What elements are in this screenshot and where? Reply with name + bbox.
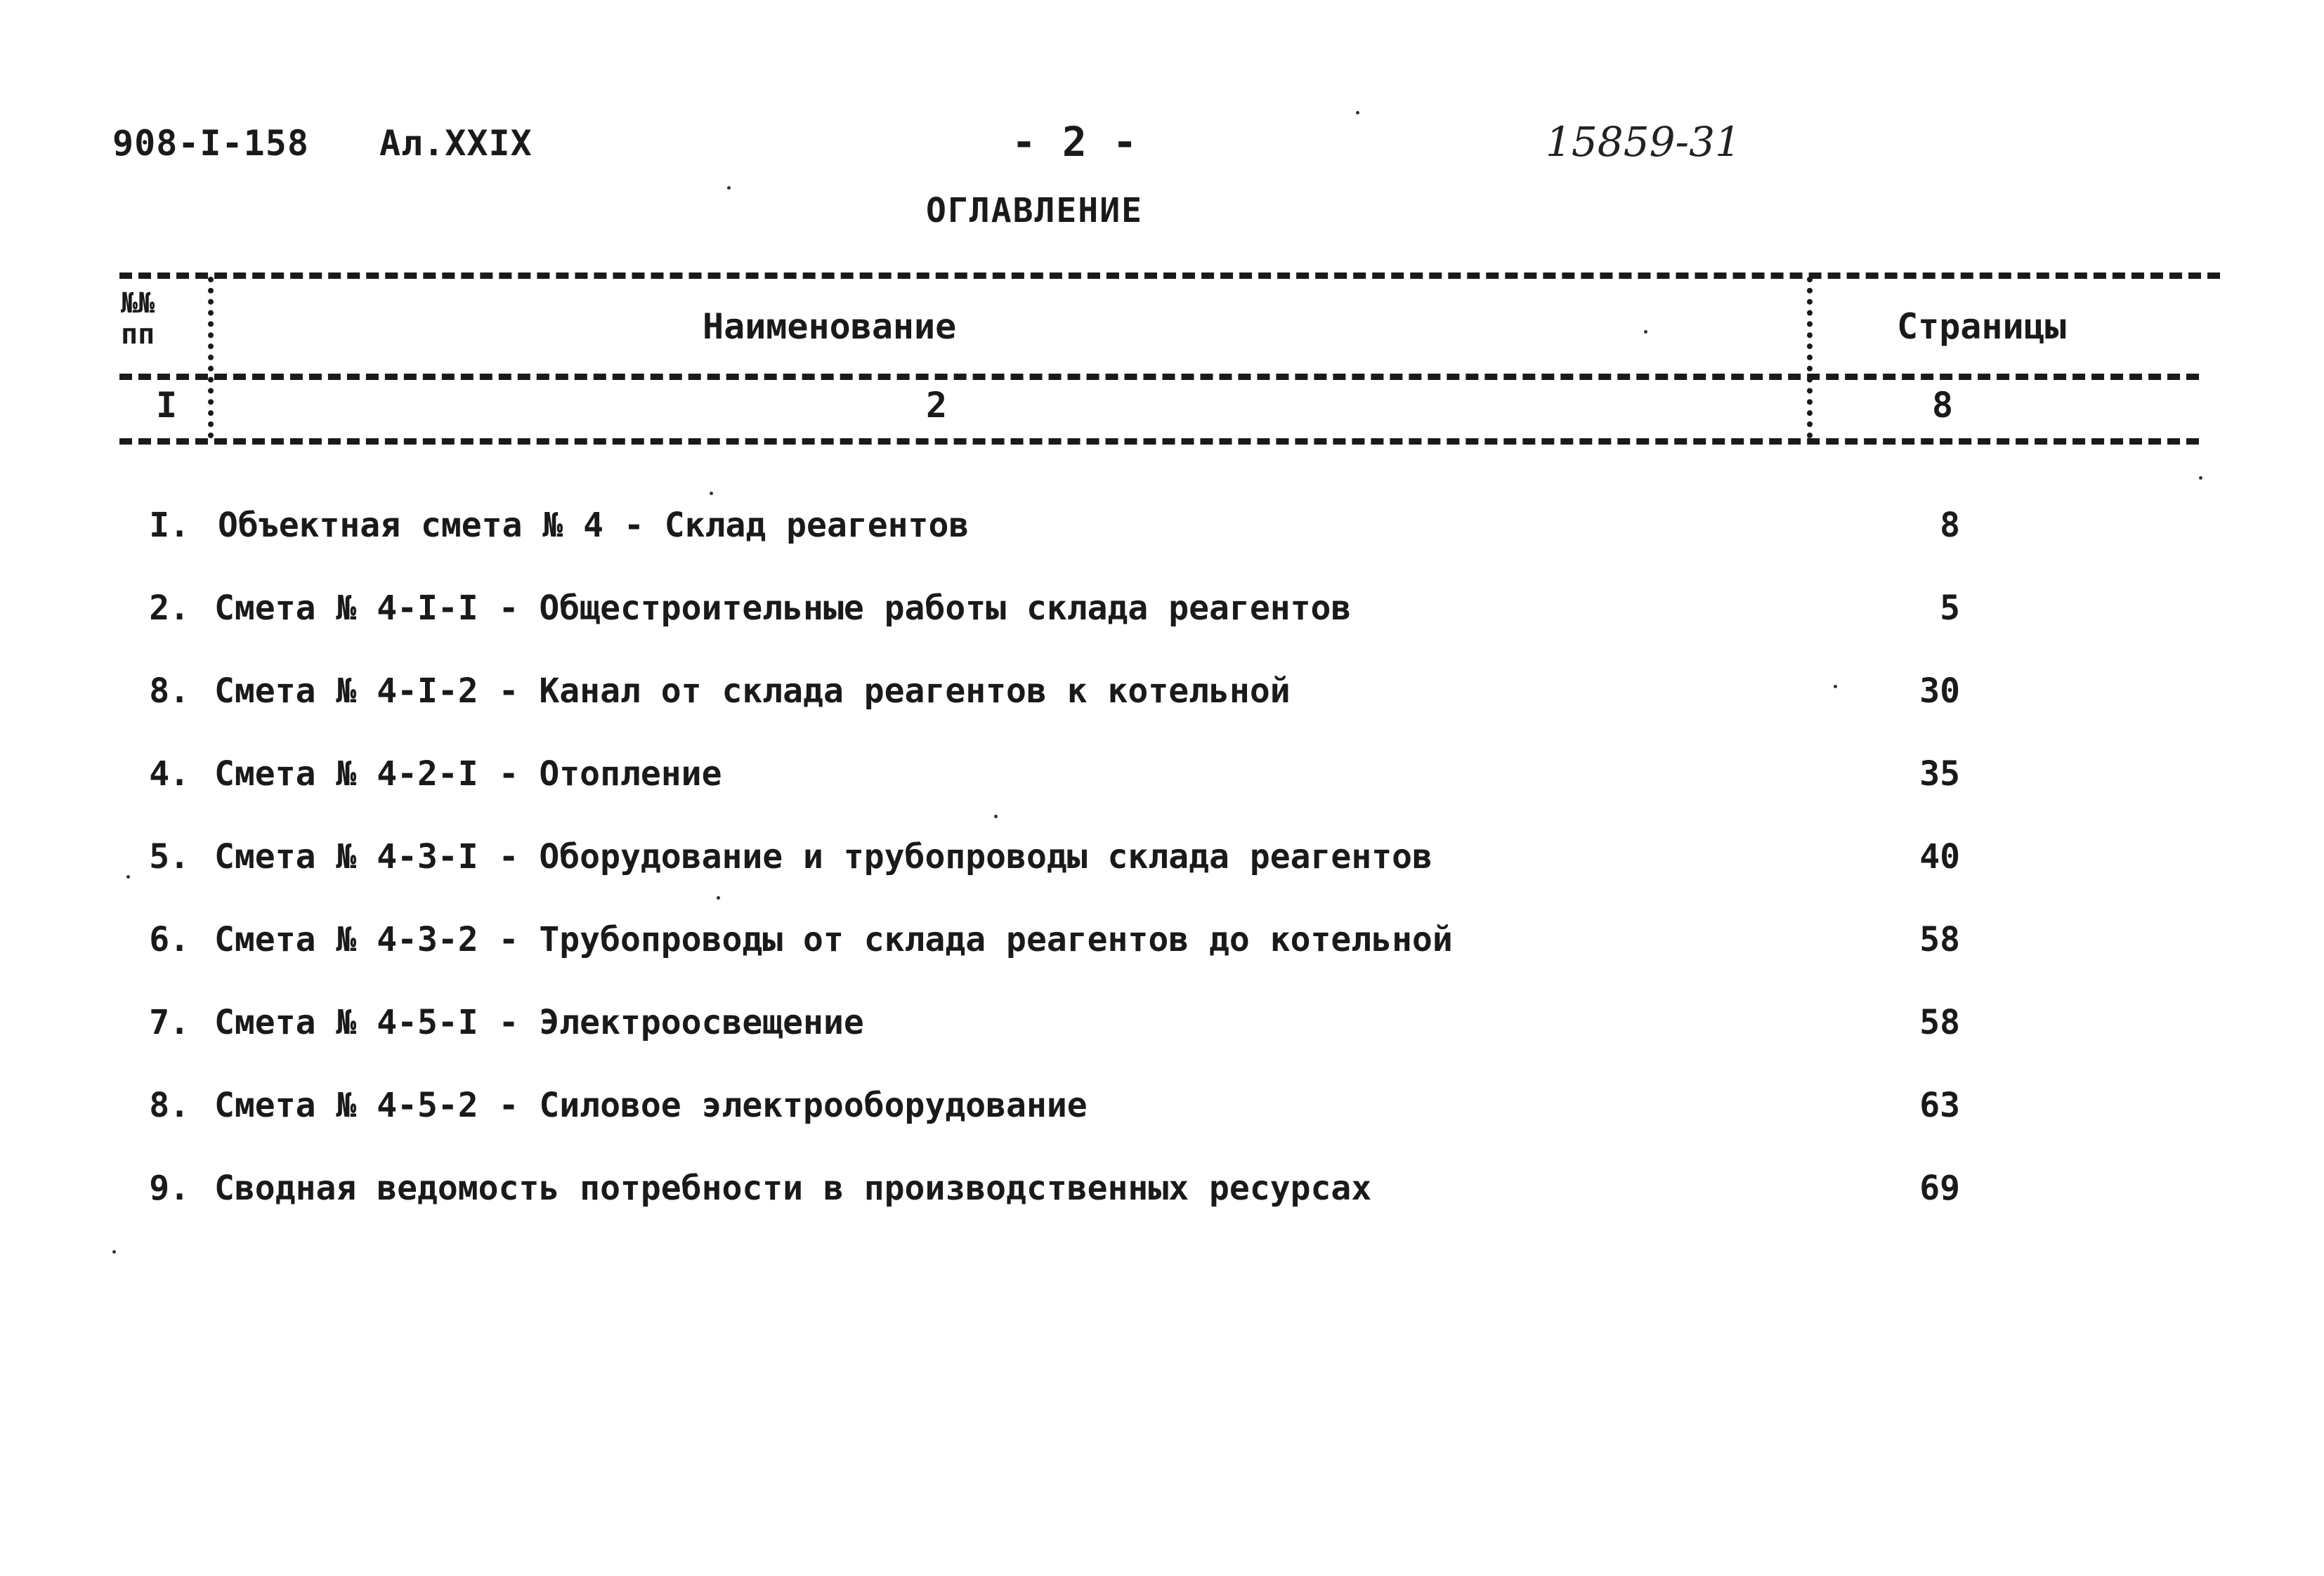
entry-number: 9. [149, 1169, 190, 1208]
entry-title: Смета № 4-2-I - Отопление [214, 754, 722, 794]
entry-page: 58 [1919, 1003, 1960, 1042]
entry-page: 63 [1919, 1086, 1960, 1125]
document-code: 908-I-158 [112, 123, 309, 164]
entry-title: Смета № 4-5-I - Электроосвещение [214, 1003, 864, 1042]
table-top-rule [119, 272, 2220, 279]
entry-page: 8 [1940, 506, 1960, 545]
entry-number: 8. [149, 671, 190, 711]
entry-title: Смета № 4-I-I - Общестроительные работы склада реагентов [214, 589, 1352, 628]
scan-speck [727, 186, 731, 190]
inventory-number: 15859-31 [1546, 118, 1741, 166]
entry-number: 8. [149, 1086, 190, 1125]
page-number: - 2 - [1012, 118, 1138, 166]
entry-page: 30 [1919, 671, 1960, 711]
entry-title: Сводная ведомость потребности в производственных ресурсах [214, 1169, 1372, 1208]
entry-title: Объектная смета № 4 - Склад реагентов [218, 506, 970, 545]
entry-number: I. [149, 506, 190, 545]
scan-speck [112, 1250, 116, 1254]
scan-speck [1644, 330, 1647, 334]
album-number: Ал.XXIX [379, 123, 533, 164]
scan-speck [126, 875, 130, 879]
scan-speck [994, 815, 998, 818]
column-divider-right [1807, 277, 1813, 438]
entry-page: 58 [1919, 920, 1960, 959]
entry-title: Смета № 4-I-2 - Канал от склада реагентов к котельной [214, 671, 1291, 711]
entry-page: 5 [1940, 589, 1960, 628]
table-mid-rule [119, 374, 2199, 380]
entry-number: 2. [149, 589, 190, 628]
column-index-pages: 8 [1932, 385, 1954, 426]
column-index-name: 2 [926, 385, 948, 426]
scan-speck [710, 492, 713, 495]
entry-title: Смета № 4-3-I - Оборудование и трубопроводы склада реагентов [214, 837, 1432, 876]
scan-speck [1834, 685, 1837, 688]
scan-speck [1356, 111, 1359, 114]
scan-speck [2199, 476, 2202, 480]
column-divider-left [208, 277, 214, 438]
entry-page: 69 [1919, 1169, 1960, 1208]
column-header-name: Наименование [703, 306, 957, 347]
entry-title: Смета № 4-3-2 - Трубопроводы от склада реагентов до котельной [214, 920, 1453, 959]
entry-number: 6. [149, 920, 190, 959]
scan-speck [717, 896, 720, 900]
entry-page: 35 [1919, 754, 1960, 794]
entry-title: Смета № 4-5-2 - Силовое электрооборудование [214, 1086, 1088, 1125]
entry-number: 4. [149, 754, 190, 794]
column-header-pages: Страницы [1897, 306, 2066, 347]
entry-number: 7. [149, 1003, 190, 1042]
entry-number: 5. [149, 837, 190, 876]
column-index-number: I [156, 385, 178, 426]
table-bottom-rule [119, 438, 2199, 445]
page-title: ОГЛАВЛЕНИЕ [926, 191, 1143, 230]
column-header-number: №№ пп [121, 287, 155, 350]
entry-page: 40 [1919, 837, 1960, 876]
